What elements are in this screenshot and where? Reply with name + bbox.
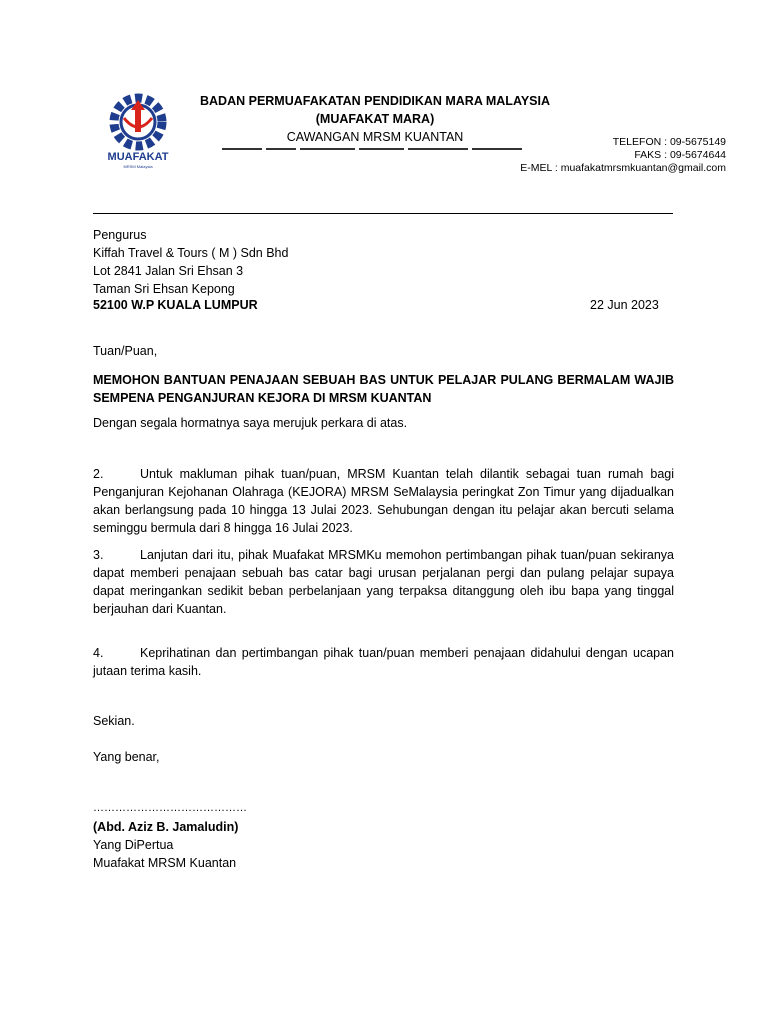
- paragraph-text: Untuk makluman pihak tuan/puan, MRSM Kuantan telah dilantik sebagai tuan rumah bagi Penganjuran Kejohanan Olahraga (KEJORA) MRSM SeMalaysia peringkat Zon Timur yang dijadualkan akan berlangsung pada 10 hingga 13 Julai 2023. Sehubungan dengan itu pelajar akan bercuti selama seminggu bermula dari 8 hingga 16 Julai 2023.: [93, 467, 674, 535]
- email: E-MEL : muafakatmrsmkuantan@gmail.com: [520, 162, 726, 174]
- recipient-city: 52100 W.P KUALA LUMPUR: [93, 298, 258, 312]
- recipient-company: Kiffah Travel & Tours ( M ) Sdn Bhd: [93, 246, 289, 260]
- paragraph-number: 2.: [93, 467, 104, 481]
- signatory-name: (Abd. Aziz B. Jamaludin): [93, 820, 239, 834]
- subject-heading: MEMOHON BANTUAN PENAJAAN SEBUAH BAS UNTUK PELAJAR PULANG BERMALAM WAJIB SEMPENA PENGANJURAN KEJORA DI MRSM KUANTAN: [93, 373, 674, 405]
- faks: FAKS : 09-5674644: [634, 149, 726, 161]
- paragraph-number: 4.: [93, 646, 104, 660]
- header-divider: [93, 213, 673, 214]
- paragraph-text: Lanjutan dari itu, pihak Muafakat MRSMKu memohon pertimbangan pihak tuan/puan sekiranya dapat memberi penajaan sebuah bas catar bagi urusan perjalanan pergi dan pulang pelajar supaya dapat meringankan sedikit beban perbelanjaan yang terpaksa ditanggung oleh ibu bapa yang tinggal berjauhan dari Kuantan.: [93, 548, 674, 616]
- paragraph-4: [93, 644, 674, 680]
- salutation: Tuan/Puan,: [93, 344, 158, 358]
- signatory-org: Muafakat MRSM Kuantan: [93, 856, 237, 870]
- logo-subtext: MRSM Malaysia: [123, 164, 153, 169]
- branch-name: CAWANGAN MRSM KUANTAN: [286, 130, 464, 144]
- signature-line: ……………………………………: [93, 802, 247, 814]
- org-name: BADAN PERMUAFAKATAN PENDIDIKAN MARA MALAYSIA: [200, 94, 550, 108]
- signatory-position: Yang DiPertua: [93, 838, 174, 852]
- paragraph-3: [93, 546, 674, 618]
- recipient-address-1: Lot 2841 Jalan Sri Ehsan 3: [93, 264, 244, 278]
- sign-off: Yang benar,: [93, 750, 160, 764]
- logo-text: MUAFAKAT: [107, 151, 169, 163]
- telefon: TELEFON : 09-5675149: [612, 136, 726, 148]
- recipient-title: Pengurus: [93, 228, 147, 242]
- muafakat-logo: [98, 88, 180, 172]
- org-short-name: (MUAFAKAT MARA): [315, 112, 435, 126]
- intro-text: Dengan segala hormatnya saya merujuk perkara di atas.: [93, 416, 408, 430]
- paragraph-number: 3.: [93, 548, 104, 562]
- paragraph-text: Keprihatinan dan pertimbangan pihak tuan/puan memberi penajaan didahului dengan ucapan jutaan terima kasih.: [93, 646, 674, 678]
- paragraph-2: [93, 465, 674, 537]
- recipient-address-2: Taman Sri Ehsan Kepong: [93, 282, 235, 296]
- closing: Sekian.: [93, 714, 135, 728]
- letter-date: 22 Jun 2023: [590, 298, 659, 312]
- cut-off-address-line: [222, 148, 532, 156]
